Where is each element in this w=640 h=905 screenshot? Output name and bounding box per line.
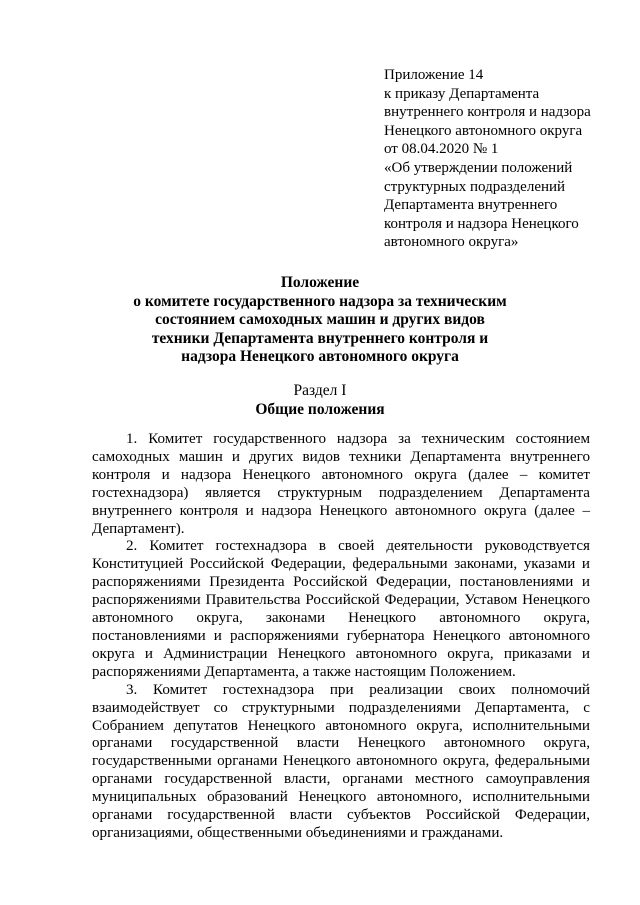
appendix-line: контроля и надзора Ненецкого — [384, 215, 579, 232]
appendix-line: Департамента внутреннего — [384, 197, 558, 214]
section-heading — [60, 382, 580, 419]
document-body — [92, 431, 590, 843]
paragraph-number: 2. — [126, 538, 138, 555]
title-line: состоянием самоходных машин и других видов — [155, 311, 485, 329]
section-title: Общие положения — [255, 400, 385, 418]
paragraph-2 — [92, 538, 590, 681]
appendix-line: Ненецкого автономного округа — [384, 122, 583, 139]
paragraph-number: 1. — [126, 431, 138, 447]
title-line: о комитете государственного надзора за техническим — [133, 292, 507, 310]
appendix-line: «Об утверждении положений — [384, 159, 573, 176]
paragraph-text: Комитет гостехнадзора при реализации своих полномочий взаимодействует со структурными подразделениями Департамента, с Собранием депутатов Ненецкого автономного округа, исполнительными органами государственной власти Ненецкого автономного округа, государственными органами Ненецкого автономного округа, федеральными органами государственной власти, органами местного самоуправления муниципальных образований Ненецкого автономного, исполнительными органами государственной власти субъектов Российской Федерации, организациями, общественными объединениями и гражданами. — [92, 681, 590, 841]
appendix-line: к приказу Департамента — [384, 85, 540, 102]
appendix-line: внутреннего контроля и надзора — [384, 104, 591, 121]
section-number: Раздел I — [293, 382, 347, 399]
appendix-line: структурных подразделений — [384, 178, 566, 195]
appendix-header — [384, 66, 614, 252]
paragraph-text: Комитет гостехнадзора в своей деятельности руководствуется Конституцией Российской Федерации, федеральными законами, указами и распоряжениями Президента Российской Федерации, постановлениями и распоряжениями Правительства Российской Федерации, Уставом Ненецкого автономного округа, законами Ненецкого автономного округа, постановлениями и распоряжениями губернатора Ненецкого автономного округа и Администрации Ненецкого автономного округа, приказами и распоряжениями Департамента, а также настоящим Положением. — [92, 538, 590, 680]
title-line: Положение — [280, 274, 360, 291]
paragraph-3 — [92, 682, 590, 843]
document-title — [60, 274, 580, 367]
appendix-line: от 08.04.2020 № 1 — [384, 141, 499, 158]
paragraph-text: Комитет государственного надзора за техническим состоянием самоходных машин и других видов техники Департамента внутреннего контроля и надзора Ненецкого автономного округа (далее – комитет гостехнадзора) является структурным подразделением Департамента внутреннего контроля и надзора Ненецкого автономного округа (далее – Департамент). — [92, 431, 590, 537]
title-line: надзора Ненецкого автономного округа — [181, 348, 459, 366]
appendix-line: Приложение 14 — [384, 67, 484, 83]
title-line: техники Департамента внутреннего контроля и — [151, 329, 489, 347]
appendix-line: автономного округа» — [384, 234, 519, 251]
paragraph-1 — [92, 431, 590, 538]
paragraph-number: 3. — [126, 681, 138, 698]
